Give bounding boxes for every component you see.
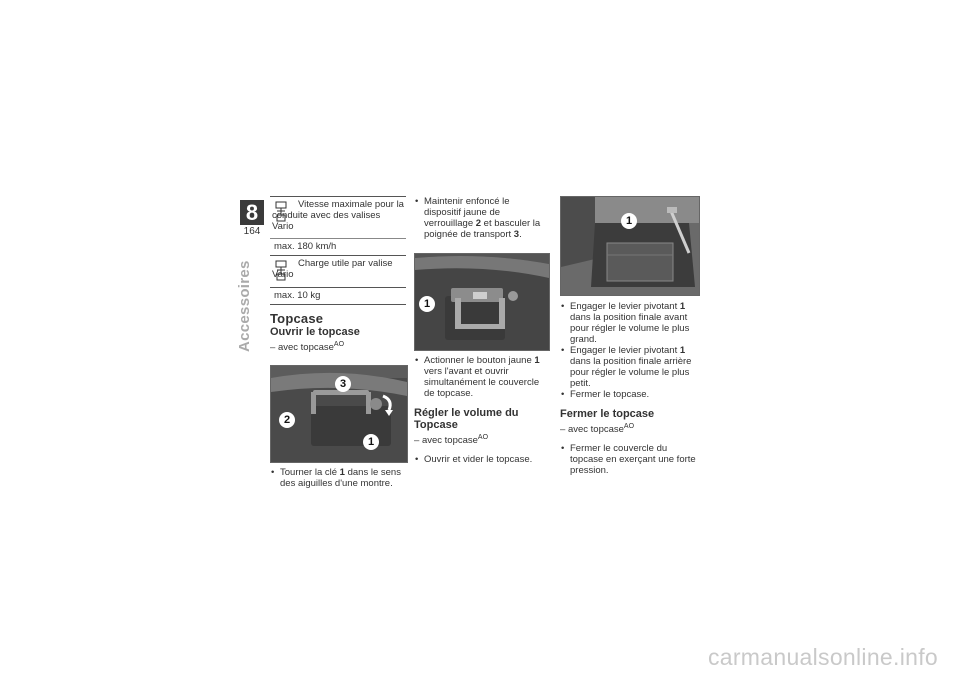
spec-row-payload [270, 256, 406, 288]
option-line: – avec topcase$^{AO}$ [560, 423, 635, 436]
page-number: 164 [243, 226, 261, 237]
spec-label: Charge utile par valise Vario [272, 258, 393, 280]
step-hold-lock: • Maintenir enfoncé le dispositif jaune de verrouillage 2 et basculer la poignée de transport 3. [414, 196, 548, 240]
weight-icon [274, 201, 288, 223]
spec-label: Vitesse maximale pour la conduite avec des valises Vario [272, 199, 404, 232]
option-line: – avec topcase$^{AO}$ [414, 434, 489, 447]
subsection-title: Régler le volume du Topcase [414, 407, 519, 431]
column-2 [414, 196, 548, 465]
callout-1: 1 [419, 296, 435, 312]
weight-icon [274, 260, 288, 282]
chapter-number: 8 [240, 200, 264, 225]
section-title: Topcase [270, 311, 324, 326]
step-lever-front: • Engager le levier pivotant 1 dans la position finale avant pour régler le volume le plus grand. [560, 301, 700, 345]
step-press-lid: • Fermer le couvercle du topcase en exerçant une forte pression. [560, 443, 700, 476]
watermark: carmanualsonline.info [707, 644, 938, 670]
topcase-button-photo [414, 253, 550, 351]
topcase-lever-photo [560, 196, 700, 296]
subsection-title: Ouvrir le topcase [270, 326, 360, 338]
callout-1: 1 [621, 213, 637, 229]
chapter-side-label: Accessoires [236, 260, 253, 352]
step-close-topcase: • Fermer le topcase. [560, 389, 700, 400]
spec-row-speed [270, 196, 406, 239]
spec-value: max. 180 km/h [270, 239, 406, 256]
column-1 [270, 196, 406, 489]
step-lever-rear: • Engager le levier pivotant 1 dans la position finale arrière pour régler le volume le plus petit. [560, 345, 700, 389]
step-empty-topcase: • Ouvrir et vider le topcase. [414, 454, 548, 465]
callout-1: 1 [363, 434, 379, 450]
column-3 [560, 196, 700, 476]
spec-table [270, 196, 406, 305]
step-press-button: • Actionner le bouton jaune 1 vers l'avant et ouvrir simultanément le couvercle de topcase. [414, 355, 548, 399]
spec-value: max. 10 kg [270, 288, 406, 305]
subsection-title: Fermer le topcase [560, 408, 655, 420]
option-line: – avec topcase$^{AO}$ [270, 341, 345, 354]
callout-3: 3 [335, 376, 351, 392]
step-turn-key: • Tourner la clé 1 dans le sens des aiguilles d'une montre. [270, 467, 406, 489]
callout-2: 2 [279, 412, 295, 428]
topcase-lock-photo [270, 365, 408, 463]
